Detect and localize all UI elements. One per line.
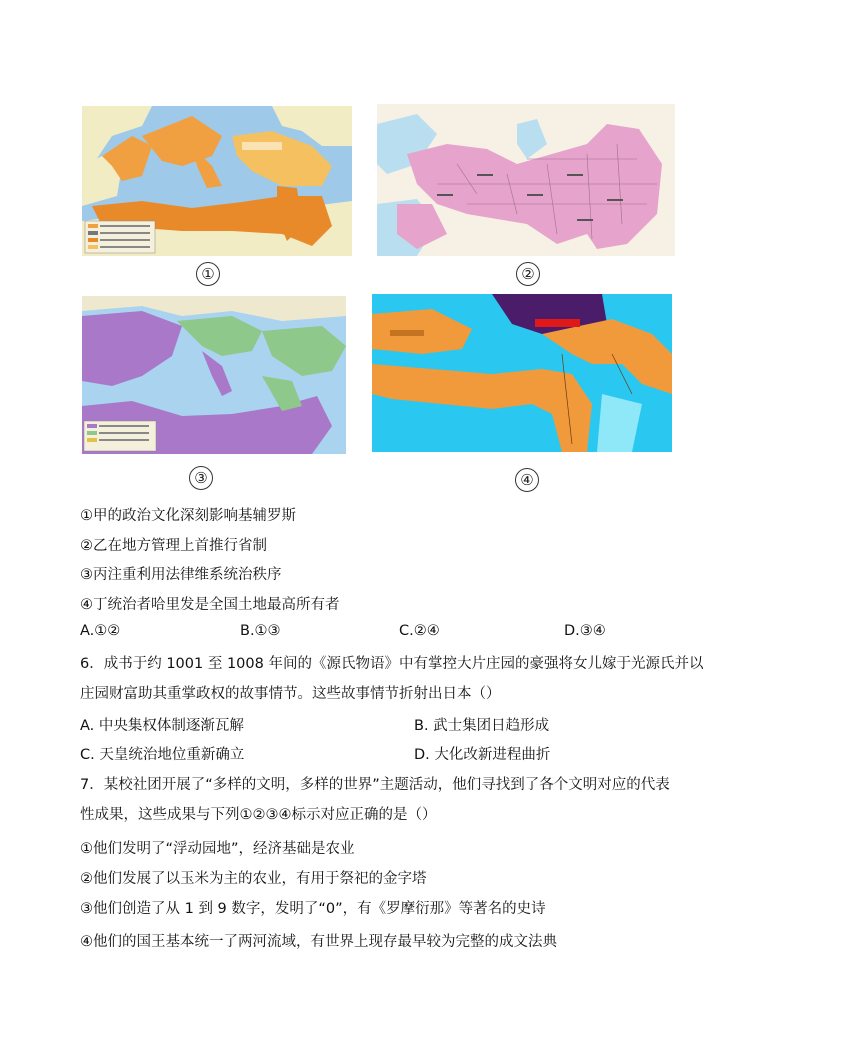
q5-statement-4: ④丁统治者哈里发是全国土地最高所有者 xyxy=(80,597,340,613)
map-4-caption: ④ xyxy=(515,468,539,492)
q5-option-d: D.③④ xyxy=(564,623,606,639)
map-4-image xyxy=(372,294,672,452)
map-3-image xyxy=(82,296,346,454)
q5-option-b: B.①③ xyxy=(240,623,281,639)
q6-option-b: B. 武士集团日趋形成 xyxy=(414,718,550,734)
q6-stem-line-2: 庄园财富助其重掌政权的故事情节。这些故事情节折射出日本（） xyxy=(80,686,501,702)
q5-statement-1: ①甲的政治文化深刻影响基辅罗斯 xyxy=(80,508,296,524)
q7-stem-line-2: 性成果，这些成果与下列①②③④标示对应正确的是（） xyxy=(80,807,437,823)
q5-option-c: C.②④ xyxy=(399,623,440,639)
q6-option-a: A. 中央集权体制逐渐瓦解 xyxy=(80,718,244,734)
q6-option-d: D. 大化改新进程曲折 xyxy=(414,747,551,763)
map-2-image xyxy=(377,104,675,256)
q5-option-a: A.①② xyxy=(80,623,121,639)
q7-statement-3: ③他们创造了从 1 到 9 数字，发明了“0”，有《罗摩衍那》等著名的史诗 xyxy=(80,901,546,917)
q5-statement-2: ②乙在地方管理上首推行省制 xyxy=(80,538,267,554)
map-1-image xyxy=(82,106,352,256)
map-1-caption: ① xyxy=(196,262,220,286)
q7-statement-4: ④他们的国王基本统一了两河流域，有世界上现存最早较为完整的成文法典 xyxy=(80,934,557,950)
q7-statement-2: ②他们发展了以玉米为主的农业，有用于祭祀的金字塔 xyxy=(80,871,427,887)
q5-statement-3: ③丙注重利用法律维系统治秩序 xyxy=(80,567,282,583)
map-2-caption: ② xyxy=(516,262,540,286)
q7-stem-line-1: 7．某校社团开展了“多样的文明，多样的世界”主题活动，他们寻找到了各个文明对应的代表 xyxy=(80,777,670,793)
q7-statement-1: ①他们发明了“浮动园地”，经济基础是农业 xyxy=(80,841,355,857)
q6-stem-line-1: 6．成书于约 1001 至 1008 年间的《源氏物语》中有掌控大片庄园的豪强将女儿嫁于光源氏并以 xyxy=(80,656,704,672)
q6-option-c: C. 天皇统治地位重新确立 xyxy=(80,747,245,763)
map-3-caption: ③ xyxy=(189,466,213,490)
